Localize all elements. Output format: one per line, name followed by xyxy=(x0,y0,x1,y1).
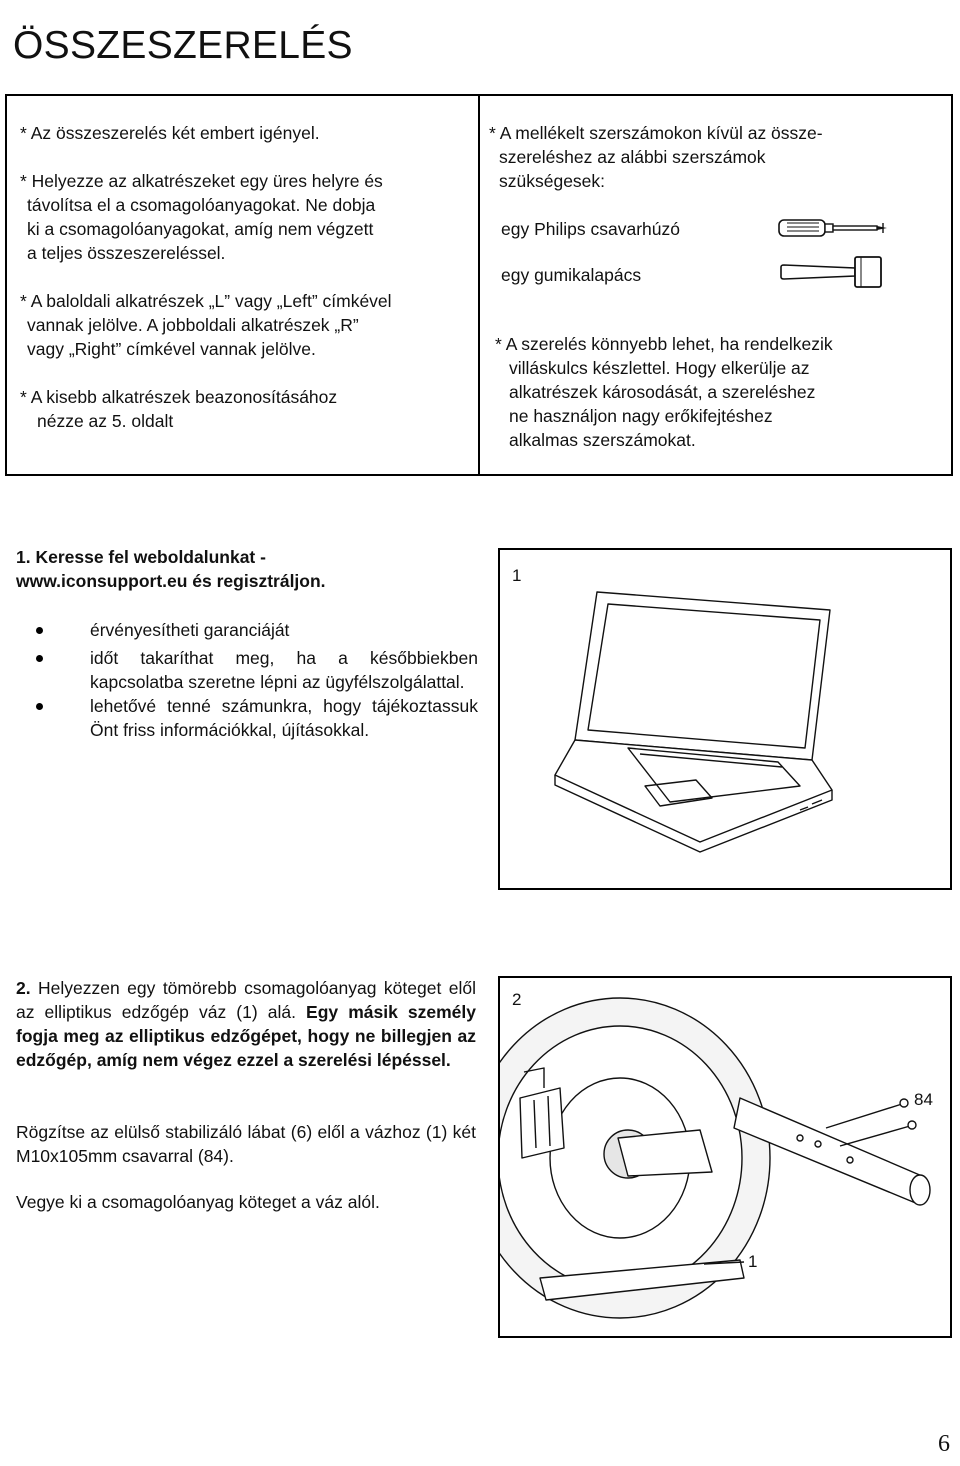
step2-warning: Egy másik személy fogja meg az elliptikus edzőgépet, hogy ne billegjen az edzőgép, amíg nem végez ezzel a szerelési lépéssel. xyxy=(16,1002,476,1070)
note-line: ne használjon nagy erőkifejtéshez xyxy=(509,406,773,426)
note-line: * A szerelés könnyebb lehet, ha rendelkezik xyxy=(495,334,833,354)
page-title: ÖSSZESZERELÉS xyxy=(13,24,353,67)
note-line: * Az összeszerelés két embert igényel. xyxy=(20,123,320,143)
callout-1: 1 xyxy=(748,1252,758,1271)
tool-screwdriver-label: egy Philips csavarhúzó xyxy=(501,219,680,239)
step2-intro: Helyezzen egy tömörebb csomagolóanyag köteget elől az elliptikus edzőgép váz (1) alá. xyxy=(16,978,476,1022)
list-item xyxy=(36,618,478,642)
note-line: alkatrészek károsodását, a szereléshez xyxy=(509,382,816,402)
callout-84: 84 xyxy=(914,1090,933,1109)
note-line: távolítsa el a csomagolóanyagokat. Ne dobja xyxy=(27,195,376,215)
note-line: * A mellékelt szerszámokon kívül az össze- xyxy=(489,123,823,143)
list-item xyxy=(36,694,478,742)
laptop-illustration xyxy=(500,550,950,888)
figure-1 xyxy=(498,548,952,890)
note-line: villáskulcs készlettel. Hogy elkerülje az xyxy=(509,358,810,378)
bullet-icon xyxy=(36,627,43,634)
figure-2 xyxy=(498,976,952,1338)
list-item-text: érvényesítheti garanciáját xyxy=(90,620,290,640)
step2-instructions xyxy=(16,976,476,1072)
note-line: szükségesek: xyxy=(499,171,606,191)
mallet-icon xyxy=(775,254,887,290)
notes-box xyxy=(5,94,953,476)
note-line: alkalmas szerszámokat. xyxy=(509,430,696,450)
elliptical-frame-illustration xyxy=(500,978,950,1336)
note-line: ki a csomagolóanyagokat, amíg nem végzett xyxy=(27,219,374,239)
note-line: nézze az 5. oldalt xyxy=(37,411,174,431)
note-line: a teljes összeszereléssel. xyxy=(27,243,226,263)
bullet-icon xyxy=(36,655,43,662)
figure-number: 2 xyxy=(512,990,522,1009)
tool-mallet-label: egy gumikalapács xyxy=(501,265,642,285)
notes-divider xyxy=(478,96,480,474)
step2-fasten-text: Rögzítse az elülső stabilizáló lábat (6) elől a vázhoz (1) két M10x105mm csavarral (84). xyxy=(16,1122,476,1166)
figure-number: 1 xyxy=(512,566,522,585)
step2-remove-text: Vegye ki a csomagolóanyag köteget a váz alól. xyxy=(16,1192,380,1212)
list-item xyxy=(36,646,478,694)
list-item-text: lehetővé tenné számunkra, hogy tájékoztassuk Önt friss információkkal, újításokkal. xyxy=(90,696,478,740)
step1-website: www.iconsupport.eu és regisztráljon. xyxy=(16,571,326,591)
note-line: * A baloldali alkatrészek „L” vagy „Left” címkével xyxy=(20,291,392,311)
list-item-text: időt takaríthat meg, ha a későbbiekben kapcsolatba szeretne lépni az ügyfélszolgálattal. xyxy=(90,648,478,692)
screwdriver-icon xyxy=(775,214,891,242)
note-line: * Helyezze az alkatrészeket egy üres helyre és xyxy=(20,171,383,191)
bullet-icon xyxy=(36,703,43,710)
note-line: * A kisebb alkatrészek beazonosításához xyxy=(20,387,338,407)
note-line: vagy „Right” címkével vannak jelölve. xyxy=(27,339,316,359)
step1-benefits-list xyxy=(36,618,478,742)
step1-heading: 1. Keresse fel weboldalunkat - xyxy=(16,547,266,567)
note-line: vannak jelölve. A jobboldali alkatrészek „R” xyxy=(27,315,359,335)
step2-number: 2. xyxy=(16,978,31,998)
page-number: 6 xyxy=(938,1431,950,1457)
note-line: szereléshez az alábbi szerszámok xyxy=(499,147,766,167)
